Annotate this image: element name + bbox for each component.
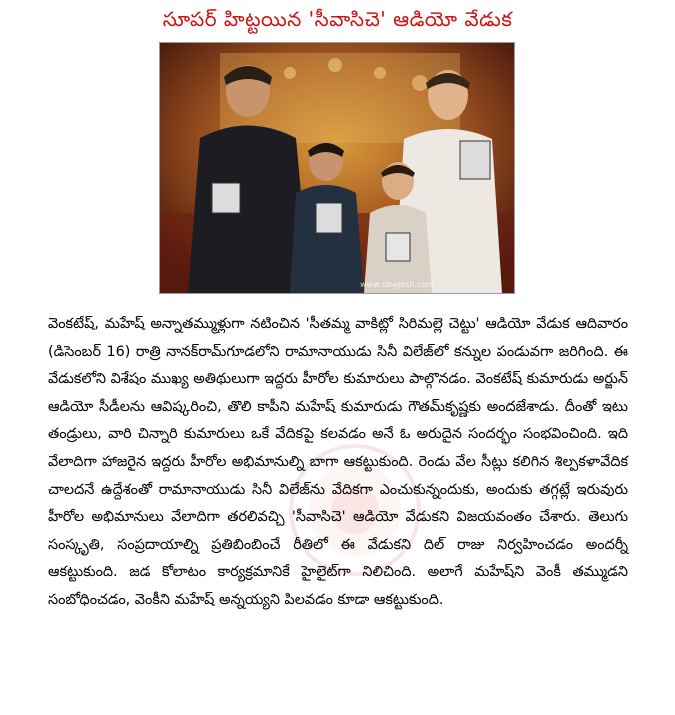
headline: సూపర్ హిట్టయిన 'సీవాసిచె' ఆడియో వేడుక [162,7,513,31]
photo-credit: www.cinejosh.com [360,280,435,289]
article-body [48,311,628,615]
event-photo [160,43,514,293]
article-paragraph: వెంకటేష్, మహేష్ అన్నాతమ్ముళ్లుగా నటించిన 'సీతమ్మ వాకిట్లో సిరిమల్లె చెట్టు' ఆడియో వేడుక ఆదివారం (డిసెంబర్ 16) రాత్రి నానక్‌రామ్‌గూడలోని రామానాయుడు సినీ విలేజ్‌లో కన్నుల పండువగా జరిగింది. ఈ వేడుకలోని విశేషం ముఖ్య అతిథులుగా ఇద్దరు హీరోల కుమారులు పాల్గొనడం. వెంకటేష్ కుమారుడు అర్జున్ ఆడియో సీడీలను ఆవిష్కరించి, తొలి కాపీని మహేష్ కుమారుడు గౌతమ్‌కృష్ణకు అందజేశాడు. దీంతో ఇటు తండ్రులు, వారి చిన్నారి కుమారులు ఒకే వేదికపై కలవడం అనే ఓ అరుదైన సందర్భం సంభవించింది. ఇది వేలాదిగా హాజరైన ఇద్దరు హీరోల అభిమానుల్ని బాగా ఆకట్టుకుంది. రెండు వేల సీట్లు కలిగిన శిల్పకళావేదిక చాలదనే ఉద్దేశంతో రామానాయుడు సినీ విలేజ్‌ను వేదికగా ఎంచుకున్నందుకు, అందుకు తగ్గట్లే ఇరువురు హీరోల అభిమానులు వేలాదిగా తరలివచ్చి 'సీవాసిచె' ఆడియో వేడుకని విజయవంతం చేశారు. తెలుగు సంస్కృతి, సంప్రదాయాల్ని ప్రతిబింబించే రీతిలో ఈ వేడుకని దిల్ రాజు నిర్వహించడం అందర్నీ ఆకట్టుకుంది. జడ కోలాటం కార్యక్రమానికే హైలైట్‌గా నిలిచింది. అలాగే మహేష్‌ని వెంకీ తమ్ముడని సంబోధించడం, వెంకీని మహేష్ అన్నయ్యని పిలవడం కూడా ఆకట్టుకుంది. [48,316,628,608]
